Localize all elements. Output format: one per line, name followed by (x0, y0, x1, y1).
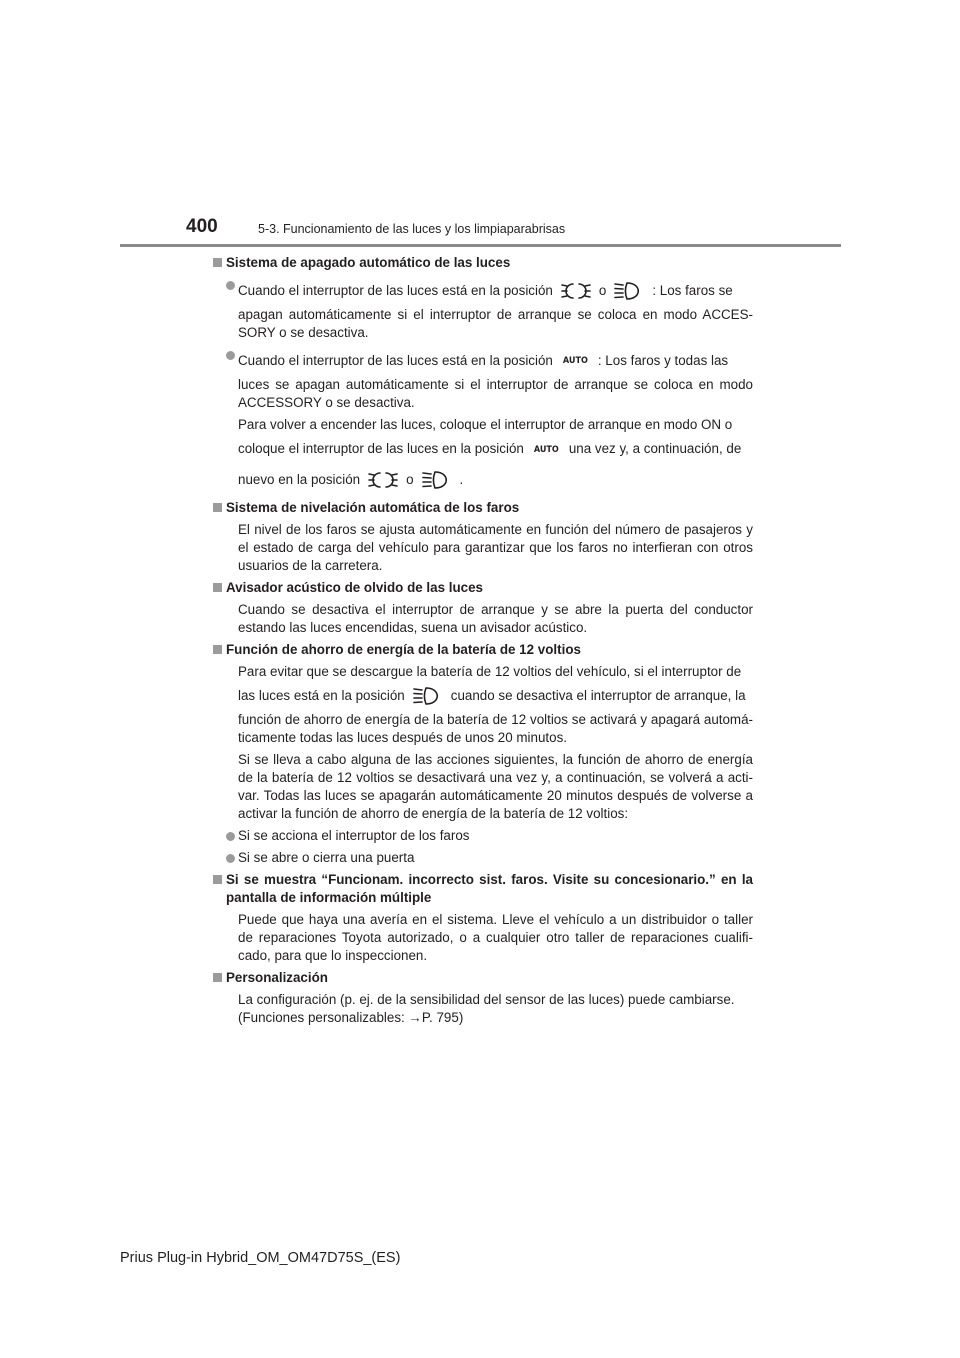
footer-model: Prius Plug-in Hybrid_OM_OM47D75S_(ES) (120, 1250, 401, 1266)
paragraph (213, 663, 753, 747)
section-heading: Sistema de nivelación automática de los faros (213, 499, 753, 517)
headlight-switch-icon (614, 281, 644, 301)
bullet-text: Cuando el interruptor de las luces está en la posición (238, 283, 553, 298)
bullet-text: o (598, 283, 607, 298)
paragraph: Puede que haya una avería en el sistema. Lleve el vehículo a un distribuidor o taller de reparaciones Toyota autorizado, o a cualquier otro taller de reparaciones cualifi-cado, para que lo inspeccionen. (238, 911, 753, 963)
section-heading: Personalización (213, 969, 753, 987)
bullet-item (213, 346, 753, 412)
paragraph-text: cuando se desactiva el interruptor de arranque, la (450, 687, 746, 703)
paragraph: El nivel de los faros se ajusta automáticamente en función del número de pasajeros y el estado de carga del vehículo para garantizar que los faros no interfieran con otros usuarios de la carretera. (238, 521, 753, 573)
section-auto-off (213, 254, 753, 495)
bullet-text: luces se apagan automáticamente si el interruptor de arranque se coloca en modo ACCESSORY o se desactiva. (238, 377, 753, 411)
bullet-item: Si se acciona el interruptor de los faros (213, 827, 753, 845)
paragraph-text: coloque el interruptor de las luces en la posición (238, 441, 524, 457)
paragraph-line: Para volver a encender las luces, coloque el interruptor de arranque en modo ON o (238, 417, 733, 433)
section-heading: Avisador acústico de olvido de las luces (213, 579, 753, 597)
tail-light-switch-icon (368, 470, 398, 490)
section-heading: Función de ahorro de energía de la batería de 12 voltios (213, 641, 753, 659)
tail-light-switch-icon (561, 281, 591, 301)
bullet-text: apagan automáticamente si el interruptor de arranque se coloca en modo ACCES-SORY o se desactiva. (238, 307, 753, 340)
bullet-text: : Los faros se (652, 283, 733, 298)
paragraph: Cuando se desactiva el interruptor de arranque y se abre la puerta del conductor estando las luces encendidas, suena un avisador acústico. (238, 601, 753, 635)
paragraph-text: una vez y, a continuación, de (568, 441, 742, 457)
paragraph (213, 991, 753, 1027)
headlight-switch-icon (422, 470, 452, 490)
section-reminder-buzzer (213, 579, 753, 637)
section-heading: Sistema de apagado automático de las luces (213, 254, 753, 272)
section-auto-leveling (213, 499, 753, 575)
paragraph: Si se lleva a cabo alguna de las acciones siguientes, la función de ahorro de energía de la batería de 12 voltios se desactivará una vez y, a continuación, se volverá a acti-var. Todas las luces se apagarán automáticamente 20 minutos después de volverse a activar la función de ahorro de energía de la batería de 12 voltios: (238, 751, 753, 821)
paragraph-line (238, 465, 753, 495)
paragraph-line: (Funciones personalizables: →P. 795) (238, 1009, 464, 1025)
paragraph-line (238, 681, 753, 711)
paragraph-line: La configuración (p. ej. de la sensibilidad del sensor de las luces) puede cambiarse. (238, 991, 735, 1007)
section-heading: Si se muestra “Funcionam. incorrecto sist. faros. Visite su concesionario.” en la pantalla de información múltiple (213, 871, 753, 907)
auto-switch-icon: AUTO (562, 356, 588, 367)
section-malfunction-message (213, 871, 753, 965)
paragraph-text: . (459, 471, 464, 487)
section-customization (213, 969, 753, 1027)
paragraph-text: o (406, 471, 414, 487)
headlight-switch-icon (413, 686, 443, 706)
paragraph-text: las luces está en la posición (238, 687, 405, 703)
bullet-item (213, 276, 753, 342)
bullet-item: Si se abre o cierra una puerta (213, 849, 753, 867)
section-battery-saver (213, 641, 753, 867)
paragraph-text: nuevo en la posición (238, 471, 361, 487)
page-number: 400 (186, 216, 218, 237)
paragraph (213, 416, 753, 494)
bullet-text: : Los faros y todas las (597, 353, 729, 368)
paragraph-line: función de ahorro de energía de la batería de 12 voltios se activará y apagará automá-ticamente todas las luces después de unos 20 minutos. (238, 711, 753, 745)
paragraph-line (238, 434, 753, 464)
auto-switch-icon: AUTO (533, 444, 559, 455)
paragraph-line: Para evitar que se descargue la batería de 12 voltios del vehículo, si el interruptor de (238, 663, 742, 679)
bullet-text: Cuando el interruptor de las luces está en la posición (238, 353, 553, 368)
chapter-title: 5-3. Funcionamiento de las luces y los limpiaparabrisas (258, 222, 566, 236)
main-content (213, 254, 753, 1031)
header-rule (120, 244, 841, 247)
